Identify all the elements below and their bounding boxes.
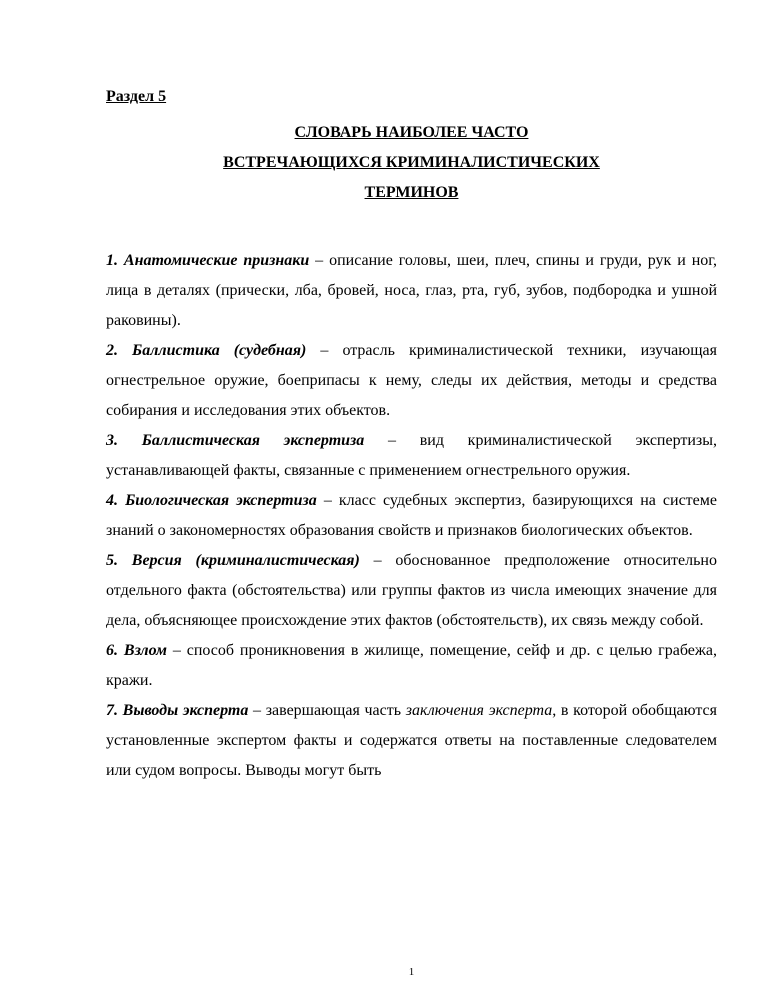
entry-definition: , в которой обобщаются установленные экспертом факты и содержатся ответы на поставленные следователем или судом вопросы. Выводы могут быть xyxy=(106,702,718,779)
entry-definition: – описание головы, шеи, плеч, спины и груди, рук и ног, лица в деталях (прически, лба, бровей, носа, глаз, рта, губ, зубов, подбородка и ушной раковины). xyxy=(106,252,718,329)
document-title xyxy=(106,118,717,208)
title-line: ВСТРЕЧАЮЩИХСЯ КРИМИНАЛИСТИЧЕСКИХ xyxy=(223,154,600,171)
entry-number: 7. xyxy=(106,702,118,719)
entry-term xyxy=(106,552,360,569)
glossary-entry xyxy=(106,636,717,696)
entry-term xyxy=(106,702,248,719)
entry-number: 3. xyxy=(106,432,118,449)
entry-definition: – класс судебных экспертиз, базирующихся на системе знаний о закономерностях образования свойств и признаков биологических объектов. xyxy=(106,492,718,539)
glossary-entry xyxy=(106,486,717,546)
entry-definition: – способ проникновения в жилище, помещение, сейф и др. с целью грабежа, кражи. xyxy=(106,642,718,689)
entry-term-text: Взлом xyxy=(123,642,167,659)
glossary-entry xyxy=(106,246,717,336)
entry-term-text: Анатомические признаки xyxy=(123,252,310,269)
entry-term-text: Биологическая экспертиза xyxy=(125,492,317,509)
entry-term-text: Версия (криминалистическая) xyxy=(131,552,360,569)
entry-cross-reference: заключения эксперта xyxy=(405,702,553,719)
entry-term xyxy=(106,252,309,269)
entry-term xyxy=(106,432,364,449)
entry-number: 4. xyxy=(106,492,118,509)
glossary-entry xyxy=(106,696,717,786)
entry-term xyxy=(106,642,167,659)
entry-number: 1. xyxy=(106,252,118,269)
entry-term xyxy=(106,492,317,509)
entry-number: 5. xyxy=(106,552,118,569)
entry-definition: – отрасль криминалистической техники, изучающая огнестрельное оружие, боеприпасы к нему, следы их действия, методы и средства собирания и исследования этих объектов. xyxy=(106,342,718,419)
document-page xyxy=(106,0,717,994)
title-line: ТЕРМИНОВ xyxy=(364,184,459,201)
glossary-entry xyxy=(106,546,717,636)
entry-number: 2. xyxy=(106,342,118,359)
entry-term-text: Баллистическая экспертиза xyxy=(141,432,365,449)
entry-term xyxy=(106,342,306,359)
entry-term-text: Баллистика (судебная) xyxy=(132,342,307,359)
glossary-entry xyxy=(106,336,717,426)
page-number: 1 xyxy=(408,966,415,978)
entry-number: 6. xyxy=(106,642,118,659)
entry-definition: – обоснованное предположение относительно отдельного факта (обстоятельства) или группы фактов из числа имеющих значение для дела, объясняющее происхождение этих фактов (обстоятельств), их связь между собой. xyxy=(106,552,717,629)
entry-term-text: Выводы эксперта xyxy=(122,702,249,719)
entry-definition: – вид криминалистической экспертизы, устанавливающей факты, связанные с применением огнестрельного оружия. xyxy=(106,432,717,479)
glossary-entries xyxy=(106,246,717,786)
title-line: СЛОВАРЬ НАИБОЛЕЕ ЧАСТО xyxy=(294,124,529,141)
glossary-entry xyxy=(106,426,717,486)
entry-definition: – завершающая часть xyxy=(248,702,406,719)
section-label: Раздел 5 xyxy=(106,88,167,105)
